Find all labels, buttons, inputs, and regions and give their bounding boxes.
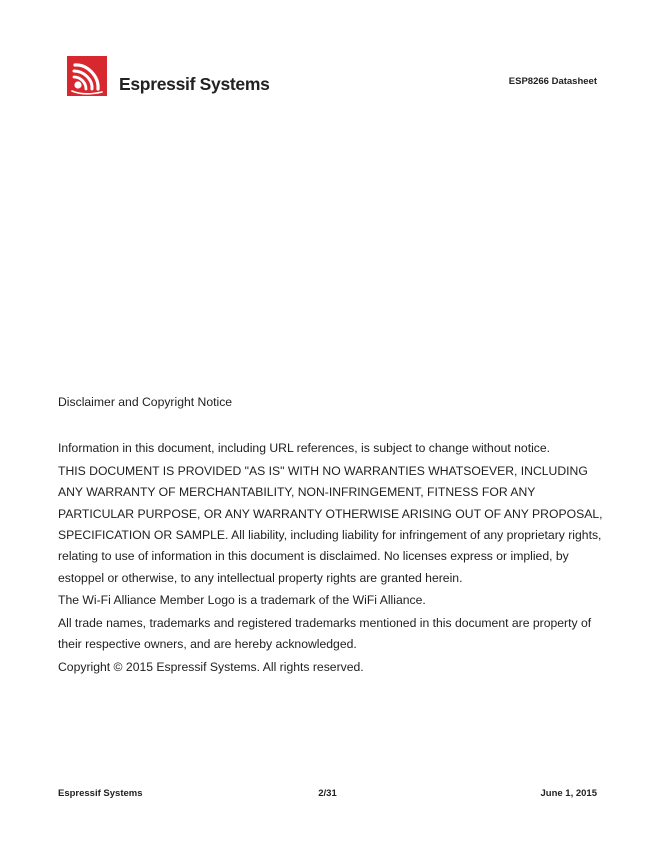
document-title: ESP8266 Datasheet <box>508 76 597 87</box>
footer-company: Espressif Systems <box>58 788 143 799</box>
footer-page-number: 2/31 <box>318 788 337 799</box>
company-name: Espressif Systems <box>119 74 270 94</box>
paragraph-copyright: Copyright © 2015 Espressif Systems. All rights reserved. <box>58 660 364 675</box>
disclaimer-section <box>58 392 603 679</box>
paragraph-wifi-trademark: The Wi-Fi Alliance Member Logo is a trademark of the WiFi Alliance. <box>58 593 426 608</box>
footer-date: June 1, 2015 <box>540 788 597 799</box>
section-heading: Disclaimer and Copyright Notice <box>58 395 233 409</box>
paragraph-url-notice: Information in this document, including URL references, is subject to change without notice. <box>58 441 551 456</box>
espressif-logo-icon <box>67 56 107 96</box>
paragraph-trademarks: All trade names, trademarks and registered trademarks mentioned in this document are property of their respective owners, and are hereby acknowledged. <box>58 616 592 652</box>
page-footer <box>0 786 655 806</box>
paragraph-warranty-disclaimer: THIS DOCUMENT IS PROVIDED "AS IS" WITH NO WARRANTIES WHATSOEVER, INCLUDING ANY WARRANTY OF MERCHANTABILITY, NON-INFRINGEMENT, FITNESS FOR ANY PARTICULAR PURPOSE, OR ANY WARRANTY OTHERWISE ARISING OUT OF ANY PROPOSAL, SPECIFICATION OR SAMPLE. All liability, including liability for infringement of any proprietary rights, relating to use of information in this document is disclaimed. No licenses express or implied, by estoppel or otherwise, to any intellectual property rights are granted herein. <box>58 464 603 585</box>
page-header <box>0 0 655 110</box>
